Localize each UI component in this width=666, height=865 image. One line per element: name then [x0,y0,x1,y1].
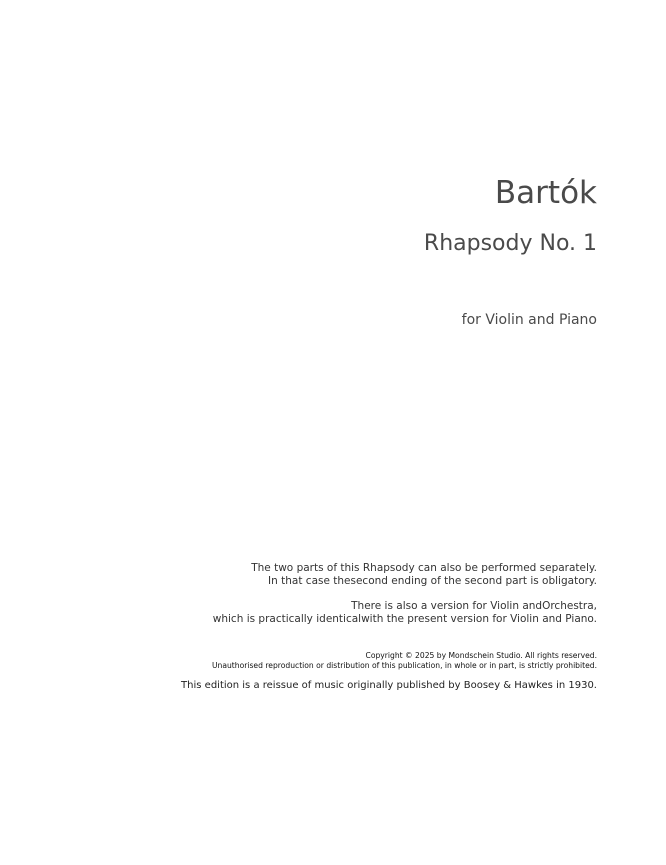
note-line: which is practically identicalwith the present version for Violin and Piano. [212,612,597,625]
composer-name: Bartók [494,175,597,211]
reproduction-warning: Unauthorised reproduction or distribution of this publication, in whole or in part, is strictly prohibited. [211,661,597,670]
reissue-note: This edition is a reissue of music originally published by Boosey & Hawkes in 1930. [181,680,597,691]
performance-notes [213,562,597,625]
copyright-notice [212,651,597,671]
note-line: There is also a version for Violin andOrchestra, [351,600,597,612]
work-title: Rhapsody No. 1 [423,231,597,256]
paragraph-gap [213,587,597,600]
note-line: In that case thesecond ending of the second part is obligatory. [268,574,597,587]
note-line: The two parts of this Rhapsody can also be performed separately. [251,562,597,574]
instrumentation-subtitle: for Violin and Piano [461,312,597,328]
copyright-line: Copyright © 2025 by Mondschein Studio. All rights reserved. [365,651,597,660]
